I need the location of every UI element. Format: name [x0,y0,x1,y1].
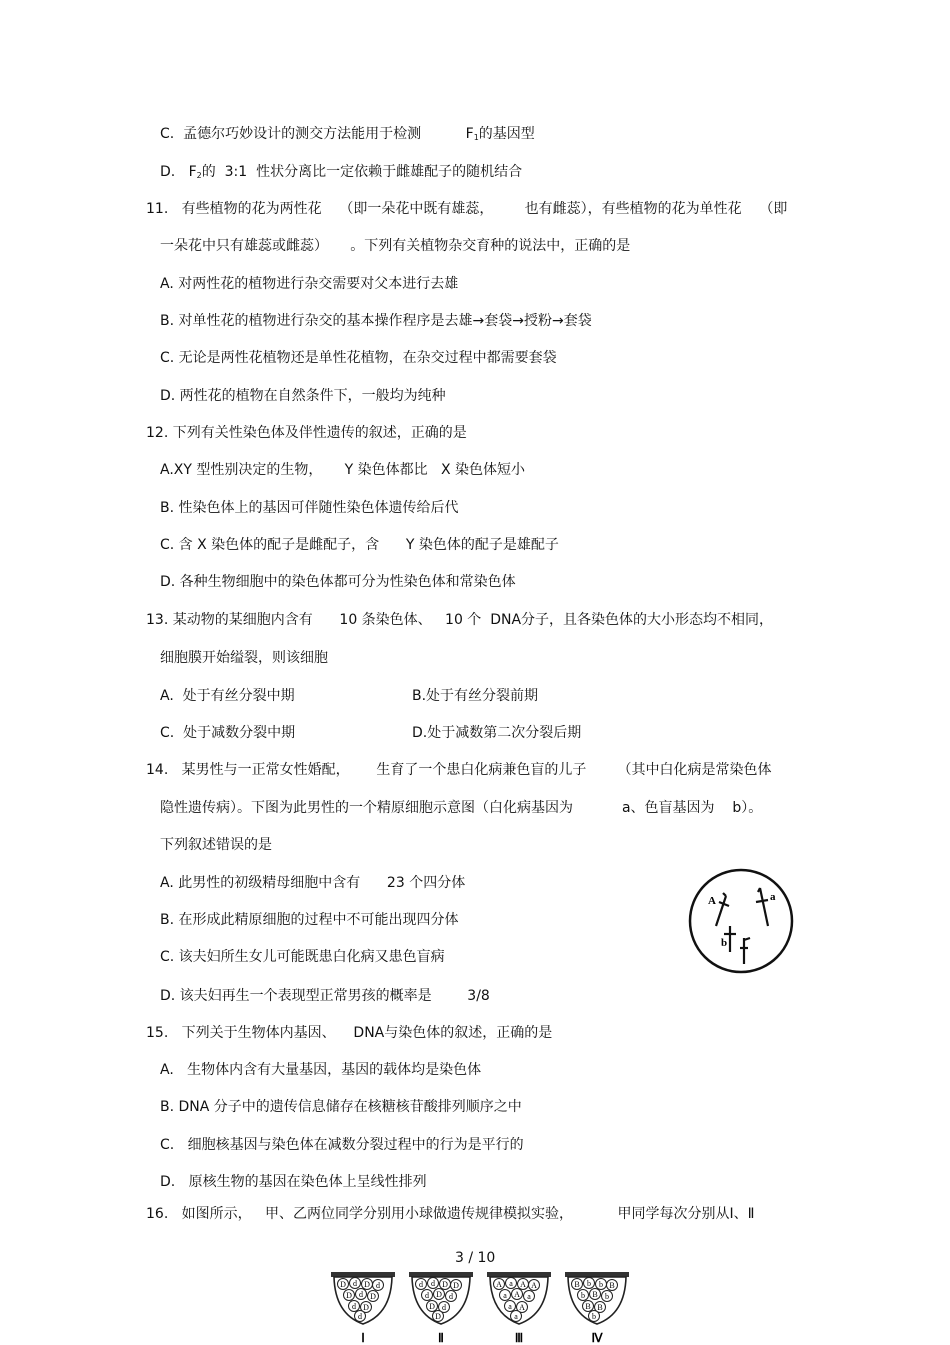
gene-label-A: A [708,895,716,907]
q13-option-b: B.处于有丝分裂前期 [412,688,539,704]
q12-option-b: B. 性染色体上的基因可伴随性染色体遗传给后代 [160,500,459,516]
q11-option-c: C. 无论是两性花植物还是单性花植物，在杂交过程中都需要套袋 [160,350,557,366]
q11-option-b: B. 对单性花的植物进行杂交的基本操作程序是去雄→套袋→授粉→套袋 [160,313,592,329]
q14-stem-line3: 下列叙述错误的是 [160,837,272,853]
q15-option-c: C. 细胞核基因与染色体在减数分裂过程中的行为是平行的 [160,1137,524,1153]
ball-label: d [353,1279,357,1288]
q14-stem-line1: 14. 某男性与一正常女性婚配， 生育了一个患白化病兼色盲的儿子 （其中白化病是常染色体 [146,762,772,778]
ball-label: a [509,1279,513,1288]
q14-option-c: C. 该夫妇所生女儿可能既患白化病又患色盲病 [160,949,445,965]
chromosome-Y [740,938,750,964]
q12-stem: 12. 下列有关性染色体及伴性遗传的叙述，正确的是 [146,425,467,441]
q15-option-d: D. 原核生物的基因在染色体上呈线性排列 [160,1174,427,1190]
ball-label: d [376,1281,380,1290]
page-number: 3 / 10 [455,1250,496,1266]
q14-option-b: B. 在形成此精原细胞的过程中不可能出现四分体 [160,912,459,928]
bowl-4 [565,1272,629,1345]
ball-label: D [340,1280,346,1289]
q11-option-a: A. 对两性花的植物进行杂交需要对父本进行去雄 [160,276,459,292]
bowl-label: Ⅱ [438,1331,444,1345]
q12-option-d: D. 各种生物细胞中的染色体都可分为性染色体和常染色体 [160,574,516,590]
ball-label: b [592,1312,596,1321]
ball-label: D [370,1292,376,1301]
ball-label: d [358,1312,362,1321]
q13-stem-line1: 13. 某动物的某细胞内含有 10 条染色体、 10 个 DNA分子，且各染色体的大小形态均不相同， [146,612,774,628]
q14-option-a: A. 此男性的初级精母细胞中含有 23 个四分体 [160,875,466,891]
ball-label: D [435,1312,441,1321]
ball-label: a [514,1312,518,1321]
bowl-3 [487,1272,551,1345]
gene-label-b: b [721,937,728,949]
ball-label: A [531,1281,537,1290]
ball-label: B [609,1281,615,1290]
ball-label: A [519,1303,525,1312]
q13-stem-line2: 细胞膜开始缢裂，则该细胞 [160,650,328,666]
ball-label: D [364,1280,370,1289]
bowl-2 [409,1272,473,1345]
ball-label: b [581,1291,585,1300]
ball-label: D [436,1290,442,1299]
q11-option-d: D. 两性花的植物在自然条件下，一般均为纯种 [160,388,446,404]
ball-label: A [496,1280,502,1289]
q10-option-d: D. $F_2$的 3:1 性状分离比一定依赖于雌雄配子的随机结合 [160,164,523,180]
ball-label: D [363,1303,369,1312]
ball-label: b [587,1279,591,1288]
ball-label: d [352,1302,356,1311]
ball-label: d [359,1290,363,1299]
ball-label: D [453,1281,459,1290]
q10-option-c: C. 孟德尔巧妙设计的测交方法能用于检测 $F_1$的基因型 [160,126,535,142]
q16-stem-line1: 16. 如图所示， 甲、乙两位同学分别用小球做遗传规律模拟实验， 甲同学每次分别从Ⅰ、Ⅱ [146,1206,755,1222]
ball-label: d [442,1303,446,1312]
q13-option-d: D.处于减数第二次分裂后期 [412,725,582,741]
q15-option-a: A. 生物体内含有大量基因，基因的载体均是染色体 [160,1062,482,1078]
spermatogonium-cell-figure [686,868,796,974]
cell-membrane [690,870,792,972]
bowl-label: Ⅰ [361,1331,365,1345]
ball-label: b [605,1292,609,1301]
ball-label: d [431,1279,435,1288]
ball-label: B [574,1280,580,1289]
q14-stem-line2: 隐性遗传病）。下图为此男性的一个精原细胞示意图（白化病基因为 a、色盲基因为 b）。 [160,800,763,816]
ball-label: B [585,1302,591,1311]
ball-label: d [419,1280,423,1289]
q13-option-a: A. 处于有丝分裂中期 [160,688,295,704]
bowl-1 [331,1272,395,1345]
ball-label: a [503,1291,507,1300]
q12-option-c: C. 含 X 染色体的配子是雌配子，含 Y 染色体的配子是雄配子 [160,537,559,553]
ball-label: A [520,1280,526,1289]
ball-label: a [527,1292,531,1301]
ball-label: B [597,1303,603,1312]
q12-option-a: A.XY 型性别决定的生物， Y 染色体都比 X 染色体短小 [160,462,526,478]
q15-option-b: B. DNA 分子中的遗传信息储存在核糖核苷酸排列顺序之中 [160,1099,522,1115]
ball-label: a [508,1302,512,1311]
bowl-label: Ⅲ [514,1331,524,1345]
ball-label: d [449,1292,453,1301]
q11-stem-line1: 11. 有些植物的花为两性花 （即一朵花中既有雄蕊， 也有雌蕊），有些植物的花为单性花 （即 [146,201,788,217]
bowl-label: Ⅳ [591,1331,603,1345]
chromosome-a [756,888,768,926]
q14-option-d: D. 该夫妇再生一个表现型正常男孩的概率是 3/8 [160,988,490,1004]
q15-stem: 15. 下列关于生物体内基因、 DNA与染色体的叙述，正确的是 [146,1025,553,1041]
ball-label: A [514,1290,520,1299]
ball-label: D [346,1291,352,1300]
q11-stem-line2: 一朵花中只有雄蕊或雌蕊） 。下列有关植物杂交育种的说法中，正确的是 [160,238,631,254]
ball-bowls-figure [325,1268,645,1345]
ball-label: B [592,1290,598,1299]
gene-label-a: a [770,891,776,903]
ball-label: d [425,1291,429,1300]
chromosome-A [716,893,729,926]
ball-label: D [429,1302,435,1311]
ball-label: D [442,1280,448,1289]
q13-option-c: C. 处于减数分裂中期 [160,725,296,741]
ball-label: b [599,1280,603,1289]
